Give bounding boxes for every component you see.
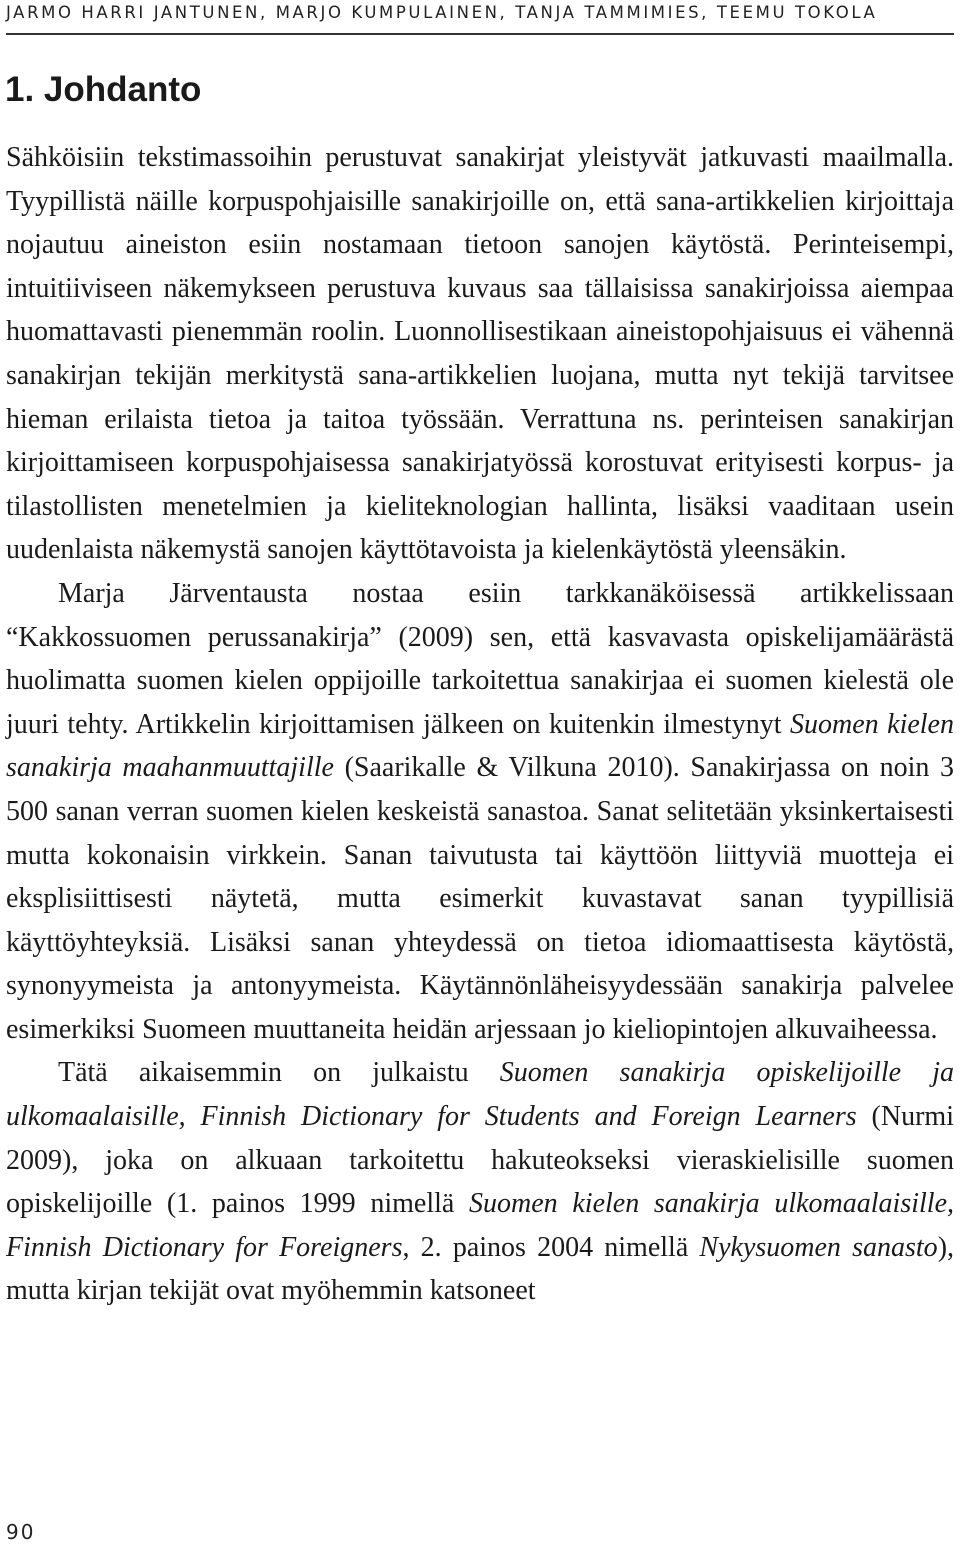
paragraph-1: Sähköisiin tekstimassoihin perustuvat sanakirjat yleistyvät jatkuvasti maailmalla. Tyypillistä näille korpuspohjaisille sanakirjoille on, että sana-artikkelien kirjoittaja nojautuu aineiston esiin nostamaan tietoon sanojen käytöstä. Perinteisempi, intuitiiviseen näkemykseen perustuva kuvaus saa tällaisissa sanakirjoissa aiempaa huomattavasti pienemmän roolin. Luonnollisestikaan aineistopohjaisuus ei vähennä sanakirjan tekijän merkitystä sana-artikkelien luojana, mutta nyt tekijä tarvitsee hieman erilaista tietoa ja taitoa työssään. Verrattuna ns. perinteisen sanakirjan kirjoittamiseen korpuspohjaisessa sanakirjatyössä korostuvat erityisesti korpus- ja tilastollisten menetelmien ja kieliteknologian hallinta, lisäksi vaaditaan usein uudenlaista näkemystä sanojen käyttötavoista ja kielenkäytöstä yleensäkin.: [6, 142, 954, 566]
paragraph-3: [6, 1051, 954, 1313]
section-title: 1. Johdanto: [5, 70, 202, 109]
book-title: Suomen sanakirja opiskelijoille ja ulkomaalaisille, Finnish Dictionary for Students and Foreign Learners: [6, 1057, 954, 1133]
body-text: [6, 136, 954, 1313]
running-head: JARMO HARRI JANTUNEN, MARJO KUMPULAINEN, TANJA TAMMIMIES, TEEMU TOKOLA: [6, 3, 878, 22]
paragraph-2-text-a: Marja Järventausta nostaa esiin tarkkanäköisessä artikkelissaan “Kakkossuomen perussanakirja” (2009) sen, että kasvavasta opiskelijamäärästä huolimatta suomen kielen oppijoille tarkoitettua sanakirjaa ei suomen kielestä ole juuri tehty. Artikkelin kirjoittamisen jälkeen on kuitenkin ilmestynyt: [6, 577, 954, 740]
book-title: Nykysuomen sanasto: [699, 1231, 938, 1263]
book-title: Suomen kielen sanakirja ulkomaalaisille, Finnish Dictionary for Foreigners: [6, 1188, 954, 1263]
page-number: 90: [6, 1520, 36, 1544]
paragraph-2: [6, 572, 954, 1052]
header-rule: [6, 33, 954, 35]
paragraph-3-text-b: (Nurmi 2009), joka on alkuaan tarkoitettu hakuteokseksi vieraskielisille suomen opiskelijoille (1. painos 1999 nimellä: [6, 1101, 954, 1220]
paragraph-3-text-a: Tätä aikaisemmin on julkaistu: [58, 1057, 500, 1089]
paragraph-3-text-c: , 2. painos 2004 nimellä: [402, 1231, 700, 1263]
paragraph-3-text-d: ), mutta kirjan tekijät ovat myöhemmin katsoneet: [6, 1231, 955, 1307]
book-title: Suomen kielen sanakirja maahanmuuttajille: [6, 708, 954, 784]
paragraph-2-text-b: (Saarikalle & Vilkuna 2010). Sanakirjassa on noin 3 500 sanan verran suomen kielen keskeistä sanastoa. Sanat selitetään yksinkertaisesti mutta kokonaisin virkkein. Sanan taivutusta tai käyttöön liittyviä muotteja ei eksplisiittisesti näytetä, mutta esimerkit kuvastavat sanan tyypillisiä käyttöyhteyksiä. Lisäksi sanan yhteydessä on tietoa idiomaattisesta käytöstä, synonyymeista ja antonyymeista. Käytännönläheisyydessään sanakirja palvelee esimerkiksi Suomeen muuttaneita heidän arjessaan jo kieliopintojen alkuvaiheessa.: [6, 752, 955, 1045]
